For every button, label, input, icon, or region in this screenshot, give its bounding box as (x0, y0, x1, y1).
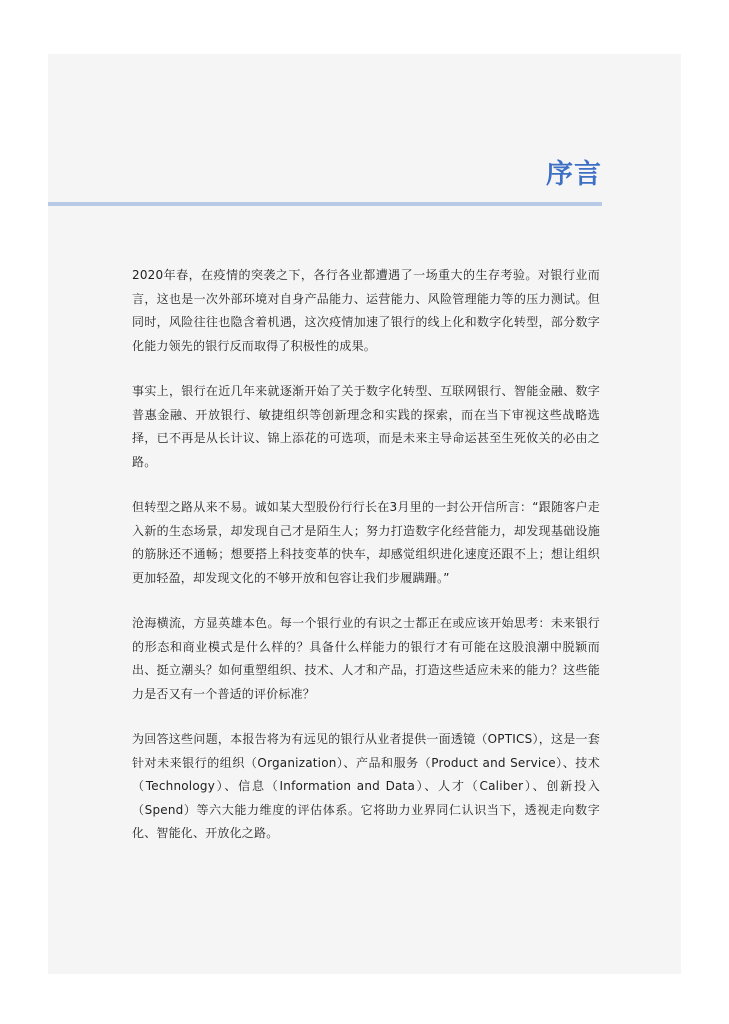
paragraph-5: 为回答这些问题，本报告将为有远见的银行从业者提供一面透镜（OPTICS），这是一套针对未来银行的组织（Organization）、产品和服务（Product and Service）、技术（Technology）、信息（Information and Data）、人才（Caliber）、创新投入（Spend）等六大能力维度的评估体系。它将助力业界同仁认识当下，透视走向数字化、智能化、开放化之路。 (132, 732, 600, 840)
title-underline (48, 202, 602, 206)
paragraph-3: 但转型之路从来不易。诚如某大型股份行行长在3月里的一封公开信所言：“跟随客户走入新的生态场景，却发现自己才是陌生人；努力打造数字化经营能力，却发现基础设施的筋脉还不通畅；想要搭上科技变革的快车，却感觉组织进化速度还跟不上；想让组织更加轻盈，却发现文化的不够开放和包容让我们步履蹒跚。” (132, 500, 600, 585)
document-page (48, 54, 681, 974)
page-title: 序言 (546, 159, 602, 190)
paragraph-1: 2020年春，在疫情的突袭之下，各行各业都遭遇了一场重大的生存考验。对银行业而言，这也是一次外部环境对自身产品能力、运营能力、风险管理能力等的压力测试。但同时，风险往往也隐含着机遇，这次疫情加速了银行的线上化和数字化转型，部分数字化能力领先的银行反而取得了积极性的成果。 (132, 268, 600, 353)
preface-body (132, 264, 600, 868)
paragraph-2: 事实上，银行在近几年来就逐渐开始了关于数字化转型、互联网银行、智能金融、数字普惠金融、开放银行、敏捷组织等创新理念和实践的探索，而在当下审视这些战略选择，已不再是从长计议、锦上添花的可选项，而是未来主导命运甚至生死攸关的必由之路。 (132, 384, 600, 469)
paragraph-4: 沧海横流，方显英雄本色。每一个银行业的有识之士都正在或应该开始思考：未来银行的形态和商业模式是什么样的？具备什么样能力的银行才有可能在这股浪潮中脱颖而出、挺立潮头？如何重塑组织、技术、人才和产品，打造这些适应未来的能力？这些能力是否又有一个普适的评价标准？ (132, 616, 600, 701)
